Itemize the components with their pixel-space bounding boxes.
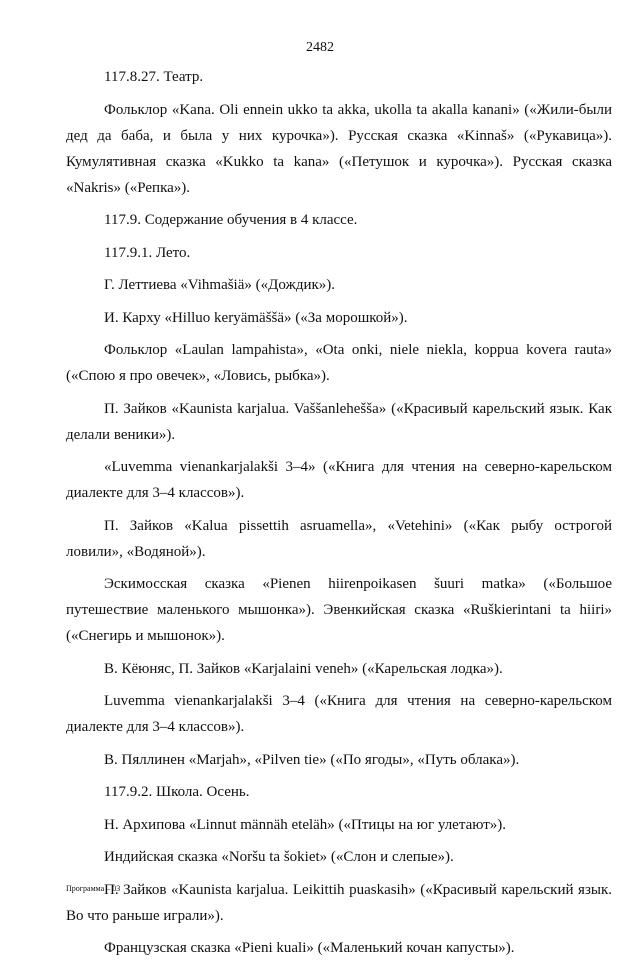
paragraph: И. Карху «Hilluo keryämäššä» («За морошкой»). [104, 309, 408, 326]
paragraph: Индийская сказка «Noršu ta šokiet» («Слон и слепые»). [104, 849, 454, 865]
paragraph: Эскимосская сказка «Pienen hiirenpoikasen šuuri matka» («Большое путешествие маленького мышонка»). Эвенкийская сказка «Ruškierintani ta hiiri» («Снегирь и мышонок»). [66, 576, 612, 644]
paragraph-section-heading: 117.9.1. Лето. [104, 244, 191, 261]
paragraph: В. Пяллинен «Marjah», «Pilven tie» («По ягоды», «Путь облака»). [104, 751, 520, 768]
paragraph: Фольклор «Laulan lampahista», «Ota onki, niele niekla, koppua kovera rauta» («Спою я про овечек», «Ловись, рыбка»). [66, 342, 612, 384]
page-footer: Программа – 03 [66, 884, 121, 893]
paragraph: П. Зайков «Kaunista karjalua. Vaššanlehešša» («Красивый карельский язык. Как делали веники»). [66, 400, 612, 443]
paragraph: Французская сказка «Pieni kuali» («Маленький кочан капусты»). [104, 940, 515, 956]
paragraph: Н. Архипова «Linnut männäh eteläh» («Птицы на юг улетают»). [104, 816, 507, 833]
paragraph-section-heading: 117.9. Содержание обучения в 4 классе. [104, 212, 358, 228]
paragraph: П. Зайков «Kalua pissettih asruamella», «Vetehini» («Как рыбу острогой ловили», «Водяной»). [66, 517, 612, 560]
paragraph: Luvemma vienankarjalakši 3–4 («Книга для чтения на северно-карельском диалекте для 3–4 классов»). [66, 693, 612, 735]
paragraph: В. Кёюняс, П. Зайков «Karjalaini veneh» («Карельская лодка»). [104, 660, 503, 677]
paragraph: Г. Леттиева «Vihmašiä» («Дождик»). [104, 277, 336, 293]
paragraph-section-heading: 117.8.27. Театр. [104, 69, 204, 85]
paragraph: Фольклор «Kana. Oli ennein ukko ta akka, ukolla ta akalla kanani» («Жили-были дед да баба, и была у них курочка»). Русская сказка «Kinnaš» («Рукавица»). Кумулятивная сказка «Kukko ta kana» («Петушок и курочка»). Русская сказка «Nakris» («Репка»). [66, 101, 612, 196]
page-number: 2482 [306, 40, 334, 55]
paragraph: П. Зайков «Kaunista karjalua. Leikittih puaskasih» («Красивый карельский язык. Во что раньше играли»). [66, 881, 612, 924]
page-body [66, 64, 612, 968]
paragraph: «Luvemma vienankarjalakši 3–4» («Книга для чтения на северно-карельском диалекте для 3–4 классов»). [66, 459, 612, 501]
paragraph-section-heading: 117.9.2. Школа. Осень. [104, 784, 250, 800]
